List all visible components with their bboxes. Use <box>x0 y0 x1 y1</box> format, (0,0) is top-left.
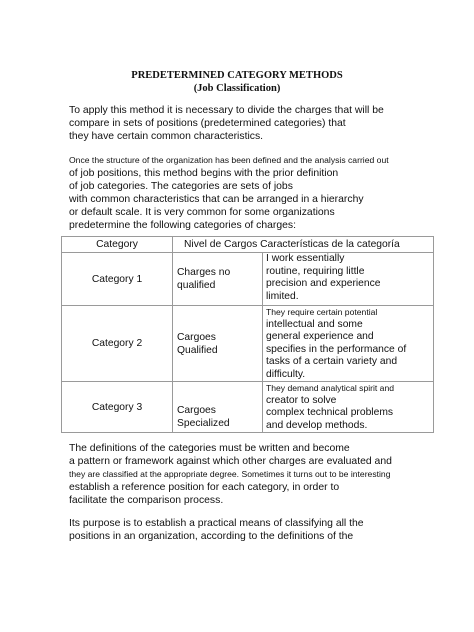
characteristic-line: complex technical problems <box>266 407 394 418</box>
characteristic-line: routine, requiring little <box>266 265 365 277</box>
header-level-characteristics: Nivel de Cargos Características de la categoría <box>173 237 434 253</box>
header-category: Category <box>62 237 173 253</box>
row-characteristics <box>263 306 434 382</box>
row-level-line: Qualified <box>177 344 218 356</box>
row-level-line: Cargoes <box>177 331 216 343</box>
characteristic-line: creator to solve <box>266 394 337 406</box>
job-categories-table <box>61 236 434 433</box>
table-row <box>62 306 434 382</box>
characteristic-line: specifies in the performance of <box>266 343 407 355</box>
row-level <box>173 253 263 306</box>
table-header-row <box>62 237 434 253</box>
characteristic-line: I work essentially <box>266 253 345 264</box>
characteristic-line: They demand analytical spirit and <box>266 383 395 393</box>
row-level-line: Cargoes <box>177 405 216 416</box>
paragraph-3-line: establish a reference position for each category, in order to <box>69 482 340 493</box>
paragraph-2-line: of job positions, this method begins with the prior definition <box>69 168 339 179</box>
row-level-line: Charges no <box>177 267 231 278</box>
paragraph-2-line: with common characteristics that can be arranged in a hierarchy <box>69 194 364 205</box>
characteristic-line: limited. <box>266 290 299 302</box>
row-characteristics <box>263 382 434 433</box>
table-row <box>62 382 434 433</box>
paragraph-4-line: Its purpose is to establish a practical means of classifying all the <box>69 518 364 529</box>
document-subtitle: (Job Classification) <box>193 83 281 94</box>
characteristic-line: intellectual and some <box>266 318 363 330</box>
paragraph-2-line: of job categories. The categories are sets of jobs <box>69 181 293 192</box>
characteristic-line: tasks of a certain variety and <box>266 356 398 367</box>
row-level <box>173 306 263 382</box>
characteristic-line: difficulty. <box>266 368 306 380</box>
paragraph-4-line: positions in an organization, according to the definitions of the <box>69 531 354 542</box>
characteristic-line: and develop methods. <box>266 419 368 431</box>
paragraph-1-line: they have certain common characteristics. <box>69 131 264 142</box>
paragraph-3-line: The definitions of the categories must be written and become <box>69 443 350 454</box>
row-category: Category 2 <box>62 306 173 382</box>
paragraph-2-line: Once the structure of the organization has been defined and the analysis carried out <box>69 155 389 165</box>
paragraph-3-line: a pattern or framework against which other charges are evaluated and <box>69 456 392 467</box>
row-level-line: qualified <box>177 280 216 291</box>
paragraph-3-line: they are classified at the appropriate degree. Sometimes it turns out to be interesting <box>69 469 391 479</box>
characteristic-line: They require certain potential <box>266 307 378 317</box>
row-level-line: Specialized <box>177 418 230 429</box>
paragraph-3-line: facilitate the comparison process. <box>69 495 224 506</box>
paragraph-1-line: To apply this method it is necessary to divide the charges that will be <box>69 105 384 116</box>
row-category: Category 3 <box>62 382 173 433</box>
row-level <box>173 382 263 433</box>
document-title: PREDETERMINED CATEGORY METHODS <box>131 70 343 81</box>
characteristic-line: precision and experience <box>266 278 381 289</box>
table-row <box>62 253 434 306</box>
paragraph-2-line: predetermine the following categories of charges: <box>69 220 296 231</box>
paragraph-1-line: compare in sets of positions (predetermined categories) that <box>69 118 346 129</box>
paragraph-2-line: or default scale. It is very common for some organizations <box>69 207 335 218</box>
row-characteristics <box>263 253 434 306</box>
characteristic-line: general experience and <box>266 331 374 342</box>
row-category: Category 1 <box>62 253 173 306</box>
